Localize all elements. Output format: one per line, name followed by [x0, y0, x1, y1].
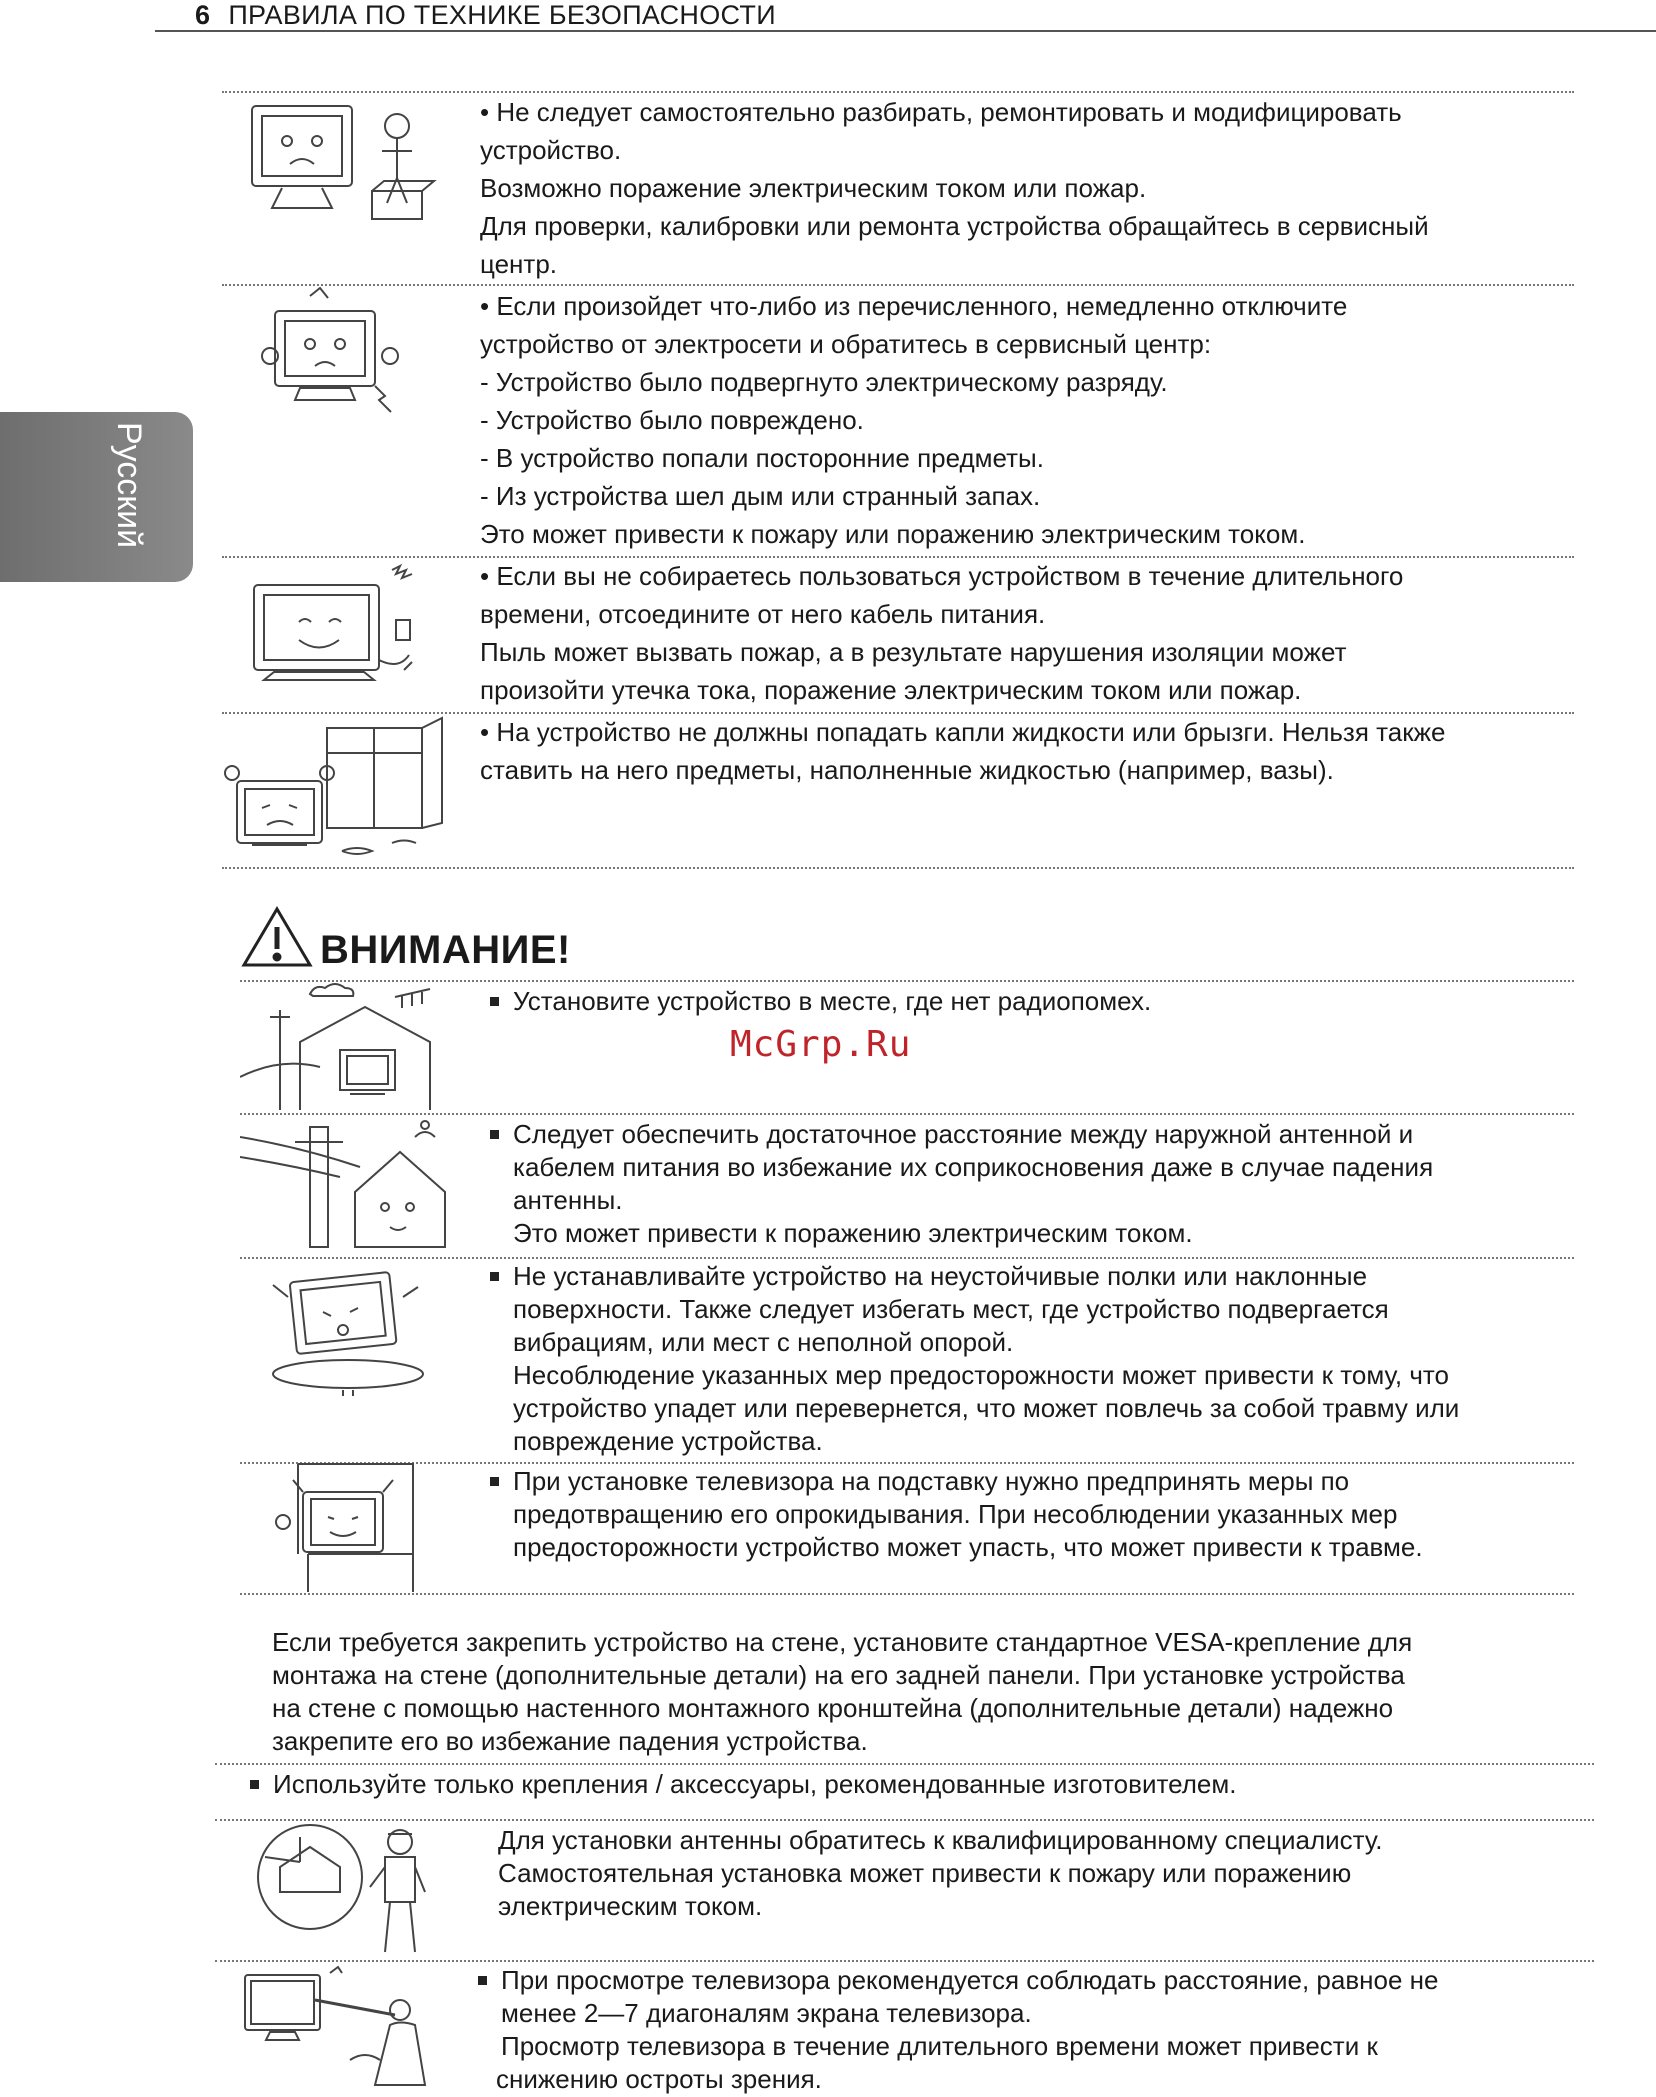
text-line: поверхности. Также следует избегать мест, где устройство подвергается: [513, 1294, 1389, 1324]
text-line: - Устройство было повреждено.: [480, 405, 864, 435]
text-line: устройство упадет или перевернется, что может повлечь за собой травму или: [513, 1393, 1460, 1423]
language-tab-label: Русский: [110, 422, 148, 549]
tip-over-illustration-icon: [268, 1462, 428, 1592]
antenna-distance-illustration-icon: [240, 1117, 450, 1249]
wall-mount-text: [272, 1626, 1412, 1758]
text-line: Самостоятельная установка может привести к пожару или поражению: [498, 1858, 1352, 1888]
bullet-square-icon: [250, 1780, 259, 1789]
text-line: на стене с помощью настенного монтажного кронштейна (дополнительные детали) надежно: [272, 1693, 1394, 1723]
text-line: • Если вы не собираетесь пользоваться устройством в течение длительного: [480, 561, 1404, 591]
bullet-square-icon: [478, 1976, 487, 1985]
text-line: кабелем питания во избежание их соприкосновения даже в случае падения: [513, 1152, 1434, 1182]
caution-item-4-text: [490, 1465, 1423, 1564]
watermark: McGrp.Ru: [730, 1024, 912, 1065]
header-rule: [155, 30, 1656, 32]
text-line: Это может привести к пожару или поражению электрическим током.: [480, 519, 1306, 549]
bullet-square-icon: [490, 1272, 499, 1281]
technician-illustration-icon: [240, 1822, 440, 1957]
text-line: Несоблюдение указанных мер предосторожности может привести к тому, что: [513, 1360, 1449, 1390]
text-line: - Устройство было подвергнуто электрическому разряду.: [480, 367, 1168, 397]
text-line: • Если произойдет что-либо из перечисленного, немедленно отключите: [480, 291, 1348, 321]
text-line: [490, 1118, 1433, 1151]
text-line: предосторожности устройство может упасть, что может привести к травме.: [513, 1532, 1423, 1562]
interference-illustration-icon: [240, 982, 440, 1112]
divider: [240, 1113, 1574, 1115]
unstable-surface-illustration-icon: [258, 1262, 438, 1397]
antenna-install-text: [498, 1824, 1383, 1923]
text-line: снижению остроты зрения.: [496, 2064, 822, 2094]
text-span: Следует обеспечить достаточное расстояние между наружной антенной и: [513, 1119, 1414, 1149]
caution-item-2-text: [490, 1118, 1433, 1250]
caution-item-3-text: [490, 1260, 1459, 1458]
text-line: центр.: [480, 249, 558, 279]
text-line: [478, 1964, 1439, 1997]
text-line: Возможно поражение электрическим током или пожар.: [480, 173, 1147, 203]
text-line: устройство.: [480, 135, 622, 165]
viewing-distance-illustration-icon: [240, 1965, 440, 2095]
text-span: Установите устройство в месте, где нет радиопомех.: [513, 986, 1152, 1016]
text-line: - Из устройства шел дым или странный запах.: [480, 481, 1041, 511]
warning-triangle-icon: [240, 905, 314, 969]
divider: [240, 1593, 1574, 1595]
unplug-illustration-icon: [244, 560, 429, 690]
divider: [222, 867, 1574, 869]
divider: [240, 1257, 1574, 1259]
page-number: 6: [195, 0, 211, 30]
text-line: произойти утечка тока, поражение электрическим током или пожар.: [480, 675, 1302, 705]
text-line: вибрациям, или мест с неполной опорой.: [513, 1327, 1014, 1357]
disassembly-illustration-icon: [232, 96, 442, 226]
text-line: времени, отсоедините от него кабель питания.: [480, 599, 1046, 629]
text-line: закрепите его во избежание падения устройства.: [272, 1726, 868, 1756]
text-line: Пыль может вызвать пожар, а в результате нарушения изоляции может: [480, 637, 1347, 667]
text-line: антенны.: [513, 1185, 623, 1215]
text-line: Для установки антенны обратитесь к квалифицированному специалисту.: [498, 1825, 1383, 1855]
text-line: [490, 1260, 1459, 1293]
text-line: • Не следует самостоятельно разбирать, ремонтировать и модифицировать: [480, 97, 1402, 127]
text-line: Просмотр телевизора в течение длительного времени может привести к: [501, 2031, 1378, 2061]
viewing-distance-text: [478, 1964, 1439, 2096]
page-title: ПРАВИЛА ПО ТЕХНИКЕ БЕЗОПАСНОСТИ: [228, 0, 776, 30]
divider: [240, 1462, 1574, 1464]
divider: [215, 1960, 1594, 1962]
text-line: электрическим током.: [498, 1891, 763, 1921]
divider: [222, 284, 1574, 286]
bullet-square-icon: [490, 1130, 499, 1139]
divider: [215, 1763, 1594, 1765]
divider: [215, 1819, 1594, 1821]
caution-title: ВНИМАНИЕ!: [320, 928, 571, 972]
safety-item-3-text: [480, 557, 1403, 709]
text-line: ставить на него предметы, наполненные жидкостью (например, вазы).: [480, 755, 1334, 785]
text-span: При установке телевизора на подставку нужно предпринять меры по: [513, 1466, 1350, 1496]
text-line: Для проверки, калибровки или ремонта устройства обращайтесь в сервисный: [480, 211, 1429, 241]
text-line: Это может привести к поражению электрическим током.: [513, 1218, 1193, 1248]
text-line: предотвращению его опрокидывания. При несоблюдении указанных мер: [513, 1499, 1398, 1529]
text-line: [490, 982, 1151, 1020]
bullet-square-icon: [490, 1477, 499, 1486]
text-line: менее 2—7 диагоналям экрана телевизора.: [501, 1998, 1032, 2028]
text-span: При просмотре телевизора рекомендуется соблюдать расстояние, равное не: [501, 1965, 1439, 1995]
language-tab[interactable]: [0, 412, 193, 582]
text-line: [490, 1465, 1423, 1498]
bullet-square-icon: [490, 997, 499, 1006]
damaged-tv-illustration-icon: [260, 286, 410, 416]
safety-item-2-text: [480, 287, 1347, 553]
text-span: Не устанавливайте устройство на неустойчивые полки или наклонные: [513, 1261, 1368, 1291]
caution-item-1-text: [490, 982, 1151, 1020]
text-line: устройство от электросети и обратитесь в сервисный центр:: [480, 329, 1212, 359]
text-line: монтажа на стене (дополнительные детали) на его задней панели. При установке устройства: [272, 1660, 1405, 1690]
text-line: • На устройство не должны попадать капли жидкости или брызги. Нельзя также: [480, 717, 1446, 747]
safety-item-1-text: [480, 93, 1429, 283]
text-span: Используйте только крепления / аксессуары, рекомендованные изготовителем.: [273, 1769, 1237, 1799]
wall-mount-note: [250, 1768, 1236, 1801]
liquid-illustration-icon: [222, 713, 447, 863]
text-line: повреждение устройства.: [513, 1426, 823, 1456]
text-line: - В устройство попали посторонние предметы.: [480, 443, 1044, 473]
page-header: [195, 0, 776, 31]
safety-item-4-text: [480, 713, 1445, 789]
text-line: Если требуется закрепить устройство на стене, установите стандартное VESA-крепление для: [272, 1627, 1413, 1657]
